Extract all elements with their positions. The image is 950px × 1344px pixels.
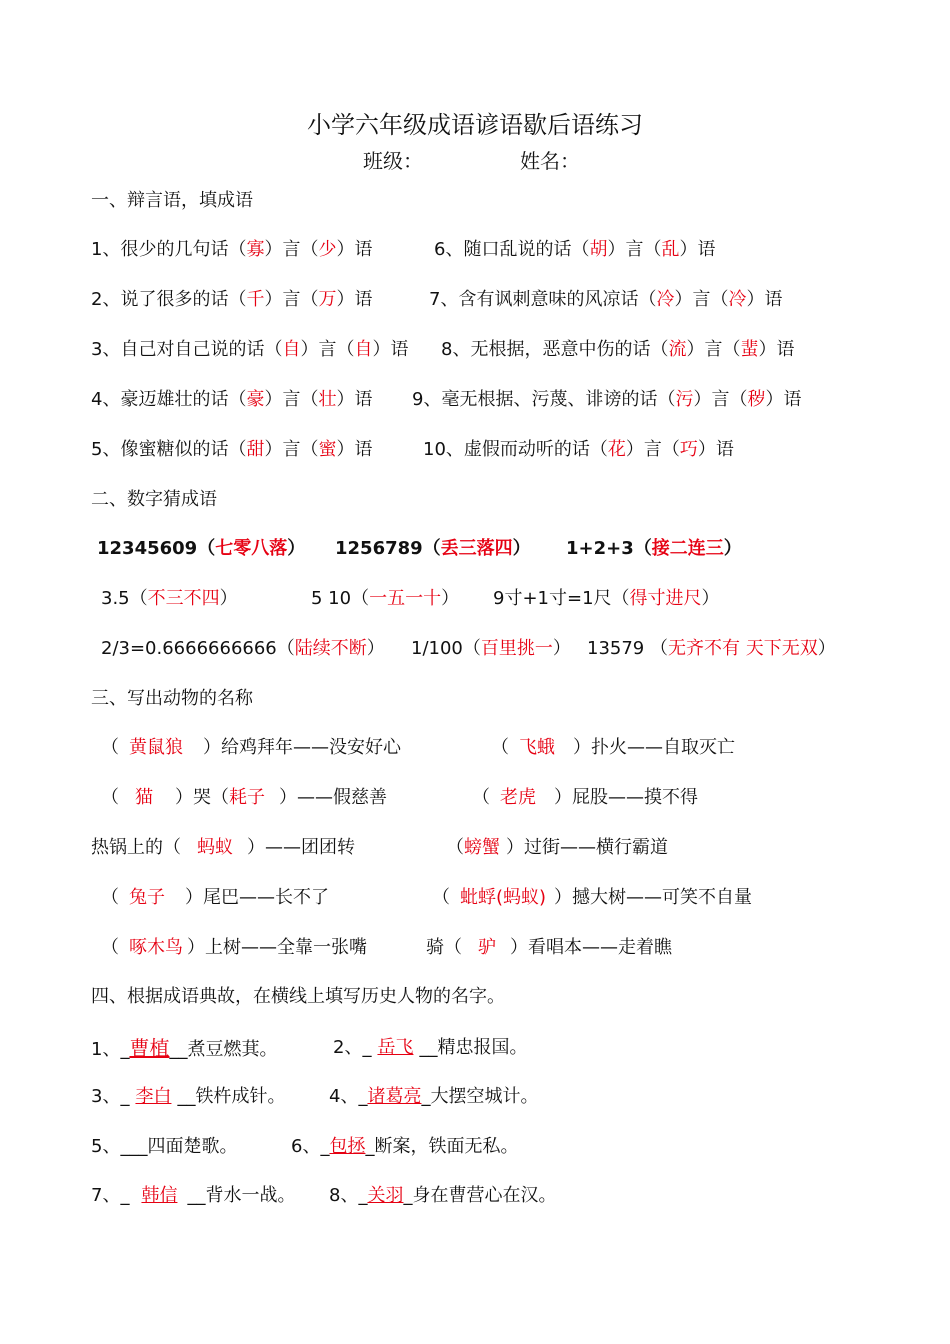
q-text: 8、 [329, 1185, 359, 1206]
answer: 陆续不断 [294, 638, 367, 659]
q-text: ）语 [758, 339, 795, 360]
q-text: ） [219, 588, 238, 609]
q-text: 热锅上的（ [91, 837, 181, 858]
answer: 流 [668, 339, 687, 360]
q-text: ）语 [336, 239, 373, 260]
class-label: 班级： [363, 149, 423, 173]
q-text: 10、虚假而动听的话（ [423, 439, 608, 460]
s4-row3-b: 6、_包拯_断案，铁面无私。 [291, 1136, 519, 1157]
q-text: ）尾巴——长不了 [185, 887, 329, 908]
answer: 耗子 [229, 787, 265, 808]
q-text: 1256789（ [335, 538, 441, 559]
section4-heading: 四、根据成语典故，在横线上填写历史人物的名字。 [91, 986, 505, 1007]
q-text: 四面楚歌。 [147, 1136, 238, 1157]
s4-row4-b: 8、_关羽_身在曹营心在汉。 [329, 1185, 557, 1206]
q-text: 背水一战。 [205, 1185, 296, 1206]
q-text: 断案，铁面无私。 [374, 1136, 519, 1157]
q-text: 3、 [91, 1086, 121, 1107]
answer: 蚍蜉(蚂蚁) [460, 887, 547, 908]
s4-row4-a: 7、_ 韩信 __背水一战。 [91, 1185, 296, 1206]
answer: 螃蟹 [464, 837, 500, 858]
q-text: 2、说了很多的话（ [91, 289, 247, 310]
q-text: ） [552, 638, 571, 659]
answer: 一五一十 [369, 588, 442, 609]
q-text: ）言（ [264, 239, 319, 260]
answer: 千 [246, 289, 265, 310]
section1-heading: 一、辩言语，填成语 [91, 190, 253, 211]
q-text: ）哭（ [175, 787, 229, 808]
q-text: ）撼大树——可笑不自量 [554, 887, 753, 908]
q-text: （ [472, 787, 490, 808]
answer: 岳飞 [377, 1037, 414, 1058]
s1-row-1 [91, 238, 372, 262]
q-text: ）语 [336, 289, 373, 310]
answer: 蚂蚁 [197, 837, 233, 858]
q-text: ）言（ [686, 339, 741, 360]
answer: 驴 [478, 937, 496, 958]
q-text: （ [101, 887, 119, 908]
s2-row1-c [566, 537, 742, 561]
q-text: 骑（ [426, 937, 462, 958]
q-text: 5、像蜜糖似的话（ [91, 439, 247, 460]
answer: 兔子 [129, 887, 165, 908]
q-text: 9、毫无根据、污蔑、诽谤的话（ [412, 389, 676, 410]
q-text: 大摆空城计。 [430, 1086, 539, 1107]
section3-heading: 三、写出动物的名称 [91, 688, 253, 709]
q-text: 12345609（ [97, 538, 216, 559]
q-text: （ [491, 737, 509, 758]
q-text: 铁杵成针。 [195, 1086, 286, 1107]
s4-row2-b: 4、_诸葛亮_大摆空城计。 [329, 1086, 539, 1107]
answer: 冷 [656, 289, 675, 310]
s3-row2-a [101, 786, 387, 810]
answer: 啄木鸟 [129, 937, 183, 958]
q-text: ）言（ [674, 289, 729, 310]
s2-row1-b [335, 537, 531, 561]
s3-row5-a [101, 936, 367, 960]
q-text: （ [446, 837, 464, 858]
answer: 自 [354, 339, 373, 360]
q-text: （ [432, 887, 450, 908]
section2-heading: 二、数字猜成语 [91, 489, 217, 510]
q-text: ）看唱本——走着瞧 [510, 937, 672, 958]
q-text: ）语 [697, 439, 734, 460]
q-text: ）——团团转 [247, 837, 355, 858]
answer: 花 [607, 439, 626, 460]
q-text: ）言（ [607, 239, 662, 260]
answer: 自 [282, 339, 301, 360]
answer: 不三不四 [147, 588, 220, 609]
q-text: 7、 [91, 1185, 121, 1206]
s1-row-9 [412, 388, 801, 412]
answer: 七零八落 [215, 538, 288, 559]
s4-row3-a: 5、___四面楚歌。 [91, 1136, 238, 1157]
s3-row4-b [432, 886, 752, 910]
answer: 乱 [661, 239, 680, 260]
q-text: ）言（ [264, 439, 319, 460]
answer: 黄鼠狼 [129, 737, 183, 758]
s3-row5-b [426, 936, 672, 960]
q-text: 6、 [291, 1136, 321, 1157]
q-text: 6、随口乱说的话（ [434, 239, 590, 260]
s1-row-4 [91, 388, 372, 412]
q-text: 5、 [91, 1136, 121, 1157]
answer: 壮 [318, 389, 337, 410]
s1-row-6 [434, 238, 715, 262]
q-text: ）言（ [693, 389, 748, 410]
q-text: ）——假慈善 [279, 787, 387, 808]
s3-row1-b [491, 736, 735, 760]
answer: 甜 [246, 439, 265, 460]
q-text: ）言（ [264, 389, 319, 410]
answer: 关羽 [367, 1185, 404, 1206]
q-text: 7、含有讽刺意味的风凉话（ [429, 289, 657, 310]
q-text: 4、 [329, 1086, 359, 1107]
s3-row4-a [101, 886, 329, 910]
answer: 诸葛亮 [367, 1086, 422, 1107]
q-text: 3、自己对自己说的话（ [91, 339, 283, 360]
s1-row-8 [441, 338, 794, 362]
q-text: 1、很少的几句话（ [91, 239, 247, 260]
q-text: 9寸+1寸=1尺（ [493, 588, 630, 609]
s1-row-5 [91, 438, 372, 462]
answer: 百里挑一 [480, 638, 553, 659]
s3-row1-a [101, 736, 401, 760]
s3-row3-a [91, 836, 355, 860]
answer: 曹植 [129, 1036, 170, 1060]
q-text: ）言（ [625, 439, 680, 460]
s2-row3-c [587, 637, 836, 661]
q-text: 精忠报国。 [437, 1037, 528, 1058]
answer: 猫 [135, 787, 153, 808]
q-text: ）语 [765, 389, 802, 410]
q-text: 身在曹营心在汉。 [412, 1185, 557, 1206]
answer: 污 [675, 389, 694, 410]
q-text: （ [101, 937, 119, 958]
answer: 飞蛾 [519, 737, 555, 758]
q-text: ）言（ [264, 289, 319, 310]
page-title: 小学六年级成语谚语歇后语练习 [307, 111, 643, 139]
q-text: 2、 [333, 1037, 363, 1058]
name-label: 姓名： [520, 149, 580, 173]
q-text: ） [512, 538, 531, 559]
s4-row2-a: 3、_ 李白 __铁杵成针。 [91, 1086, 286, 1107]
q-text: 2/3=0.6666666666（ [101, 638, 295, 659]
answer: 豪 [246, 389, 265, 410]
answer: 寡 [246, 239, 265, 260]
s1-row-7 [429, 288, 782, 312]
q-text: ） [723, 538, 742, 559]
s4-row1-a: 1、_曹植__煮豆燃萁。 [91, 1036, 278, 1060]
q-text: ）过街——横行霸道 [506, 837, 668, 858]
answer: 丢三落四 [440, 538, 513, 559]
q-text: 1+2+3（ [566, 538, 652, 559]
q-text: ） [701, 588, 720, 609]
q-text: 4、豪迈雄壮的话（ [91, 389, 247, 410]
answer: 李白 [135, 1086, 172, 1107]
s3-row2-b [472, 786, 698, 810]
answer: 万 [318, 289, 337, 310]
answer: 包拯 [329, 1136, 366, 1157]
q-text: 1、 [91, 1039, 121, 1060]
q-text: （ [101, 737, 119, 758]
q-text: （ [101, 787, 119, 808]
answer: 蜜 [318, 439, 337, 460]
q-text: ）上树——全靠一张嘴 [187, 937, 367, 958]
s2-row3-b [411, 637, 571, 661]
answer: 少 [318, 239, 337, 260]
answer: 秽 [747, 389, 766, 410]
answer: 老虎 [500, 787, 536, 808]
s4-row1-b: 2、_ 岳飞 __精忠报国。 [333, 1037, 528, 1058]
q-text: 1/100（ [411, 638, 481, 659]
answer: 接二连三 [651, 538, 724, 559]
q-text: 8、无根据，恶意中伤的话（ [441, 339, 669, 360]
q-text: ）语 [746, 289, 783, 310]
q-text: ） [441, 588, 460, 609]
q-text: ）语 [372, 339, 409, 360]
q-text: ）语 [336, 389, 373, 410]
s2-row2-b [311, 587, 459, 611]
answer: 蜚 [740, 339, 759, 360]
q-text: ）扑火——自取灭亡 [573, 737, 735, 758]
s2-row2-c [493, 587, 720, 611]
s2-row3-a [101, 637, 385, 661]
q-text: ）屁股——摸不得 [554, 787, 698, 808]
q-text: ）言（ [300, 339, 355, 360]
q-text: ） [287, 538, 306, 559]
answer: 无齐不有 天下无双 [667, 638, 818, 659]
s3-row3-b [446, 836, 668, 860]
s2-row2-a [101, 587, 238, 611]
q-text: ） [366, 638, 385, 659]
answer: 胡 [589, 239, 608, 260]
s1-row-3 [91, 338, 408, 362]
answer: 得寸进尺 [629, 588, 702, 609]
q-text: ）语 [336, 439, 373, 460]
s1-row-2 [91, 288, 372, 312]
s2-row1-a [97, 537, 305, 561]
answer: 冷 [728, 289, 747, 310]
q-text: 3.5（ [101, 588, 148, 609]
q-text: ）语 [679, 239, 716, 260]
q-text: ）给鸡拜年——没安好心 [203, 737, 401, 758]
q-text: 5 10（ [311, 588, 370, 609]
q-text: ） [817, 638, 836, 659]
s1-row-10 [423, 438, 734, 462]
answer: 韩信 [141, 1185, 178, 1206]
q-text: 13579 （ [587, 638, 668, 659]
q-text: 煮豆燃萁。 [187, 1039, 278, 1060]
answer: 巧 [679, 439, 698, 460]
